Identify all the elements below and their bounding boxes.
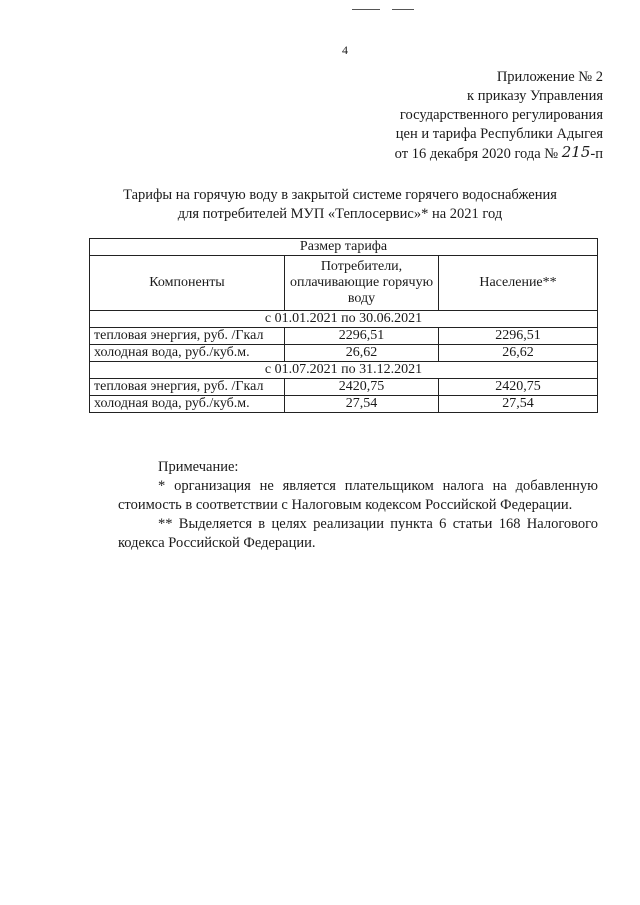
consumers-value: 27,54	[285, 396, 439, 413]
appendix-date-line	[330, 144, 603, 164]
scan-artifact-line	[352, 9, 380, 10]
tariff-table	[89, 238, 598, 413]
appendix-date: от 16 декабря 2020 года №	[394, 146, 562, 162]
period-row: с 01.01.2021 по 30.06.2021	[90, 311, 598, 328]
appendix-line: цен и тарифа Республики Адыгея	[395, 126, 603, 142]
note-item: * организация не является плательщиком налога на добавленную стоимость в соответствии с Налоговым кодексом Российской Федерации.	[118, 478, 598, 513]
table-row	[90, 328, 598, 345]
handwritten-order-number: 215	[561, 143, 591, 161]
appendix-line: государственного регулирования	[399, 107, 603, 123]
notes-title: Примечание:	[158, 459, 239, 475]
appendix-line: Приложение № 2	[496, 69, 603, 85]
note-item: ** Выделяется в целях реализации пункта 6 статьи 168 Налогового кодекса Российской Федерации.	[118, 516, 598, 551]
notes-section	[118, 458, 598, 553]
table-row	[90, 396, 598, 413]
page-number: 4	[342, 43, 348, 57]
scan-artifact-line	[392, 9, 414, 10]
table-row	[90, 379, 598, 396]
tariff-size-header: Размер тарифа	[90, 239, 598, 256]
table-row	[90, 345, 598, 362]
title-line: для потребителей МУП «Теплосервис»* на 2021 год	[177, 206, 503, 222]
period-row: с 01.07.2021 по 31.12.2021	[90, 362, 598, 379]
population-value: 27,54	[439, 396, 598, 413]
appendix-line: к приказу Управления	[467, 88, 603, 104]
population-value: 2420,75	[439, 379, 598, 396]
order-suffix: -п	[590, 146, 603, 162]
document-title	[80, 186, 600, 224]
component-cell: холодная вода, руб./куб.м.	[90, 396, 285, 413]
population-value: 26,62	[439, 345, 598, 362]
population-value: 2296,51	[439, 328, 598, 345]
consumers-value: 26,62	[285, 345, 439, 362]
consumers-value: 2420,75	[285, 379, 439, 396]
appendix-header	[330, 68, 603, 164]
component-cell: холодная вода, руб./куб.м.	[90, 345, 285, 362]
component-cell: тепловая энергия, руб. /Гкал	[90, 379, 285, 396]
component-cell: тепловая энергия, руб. /Гкал	[90, 328, 285, 345]
population-header: Население**	[439, 256, 598, 311]
consumers-value: 2296,51	[285, 328, 439, 345]
title-line: Тарифы на горячую воду в закрытой системе горячего водоснабжения	[123, 187, 557, 203]
consumers-header: Потребители, оплачивающие горячую воду	[285, 256, 439, 311]
components-header: Компоненты	[90, 256, 285, 311]
